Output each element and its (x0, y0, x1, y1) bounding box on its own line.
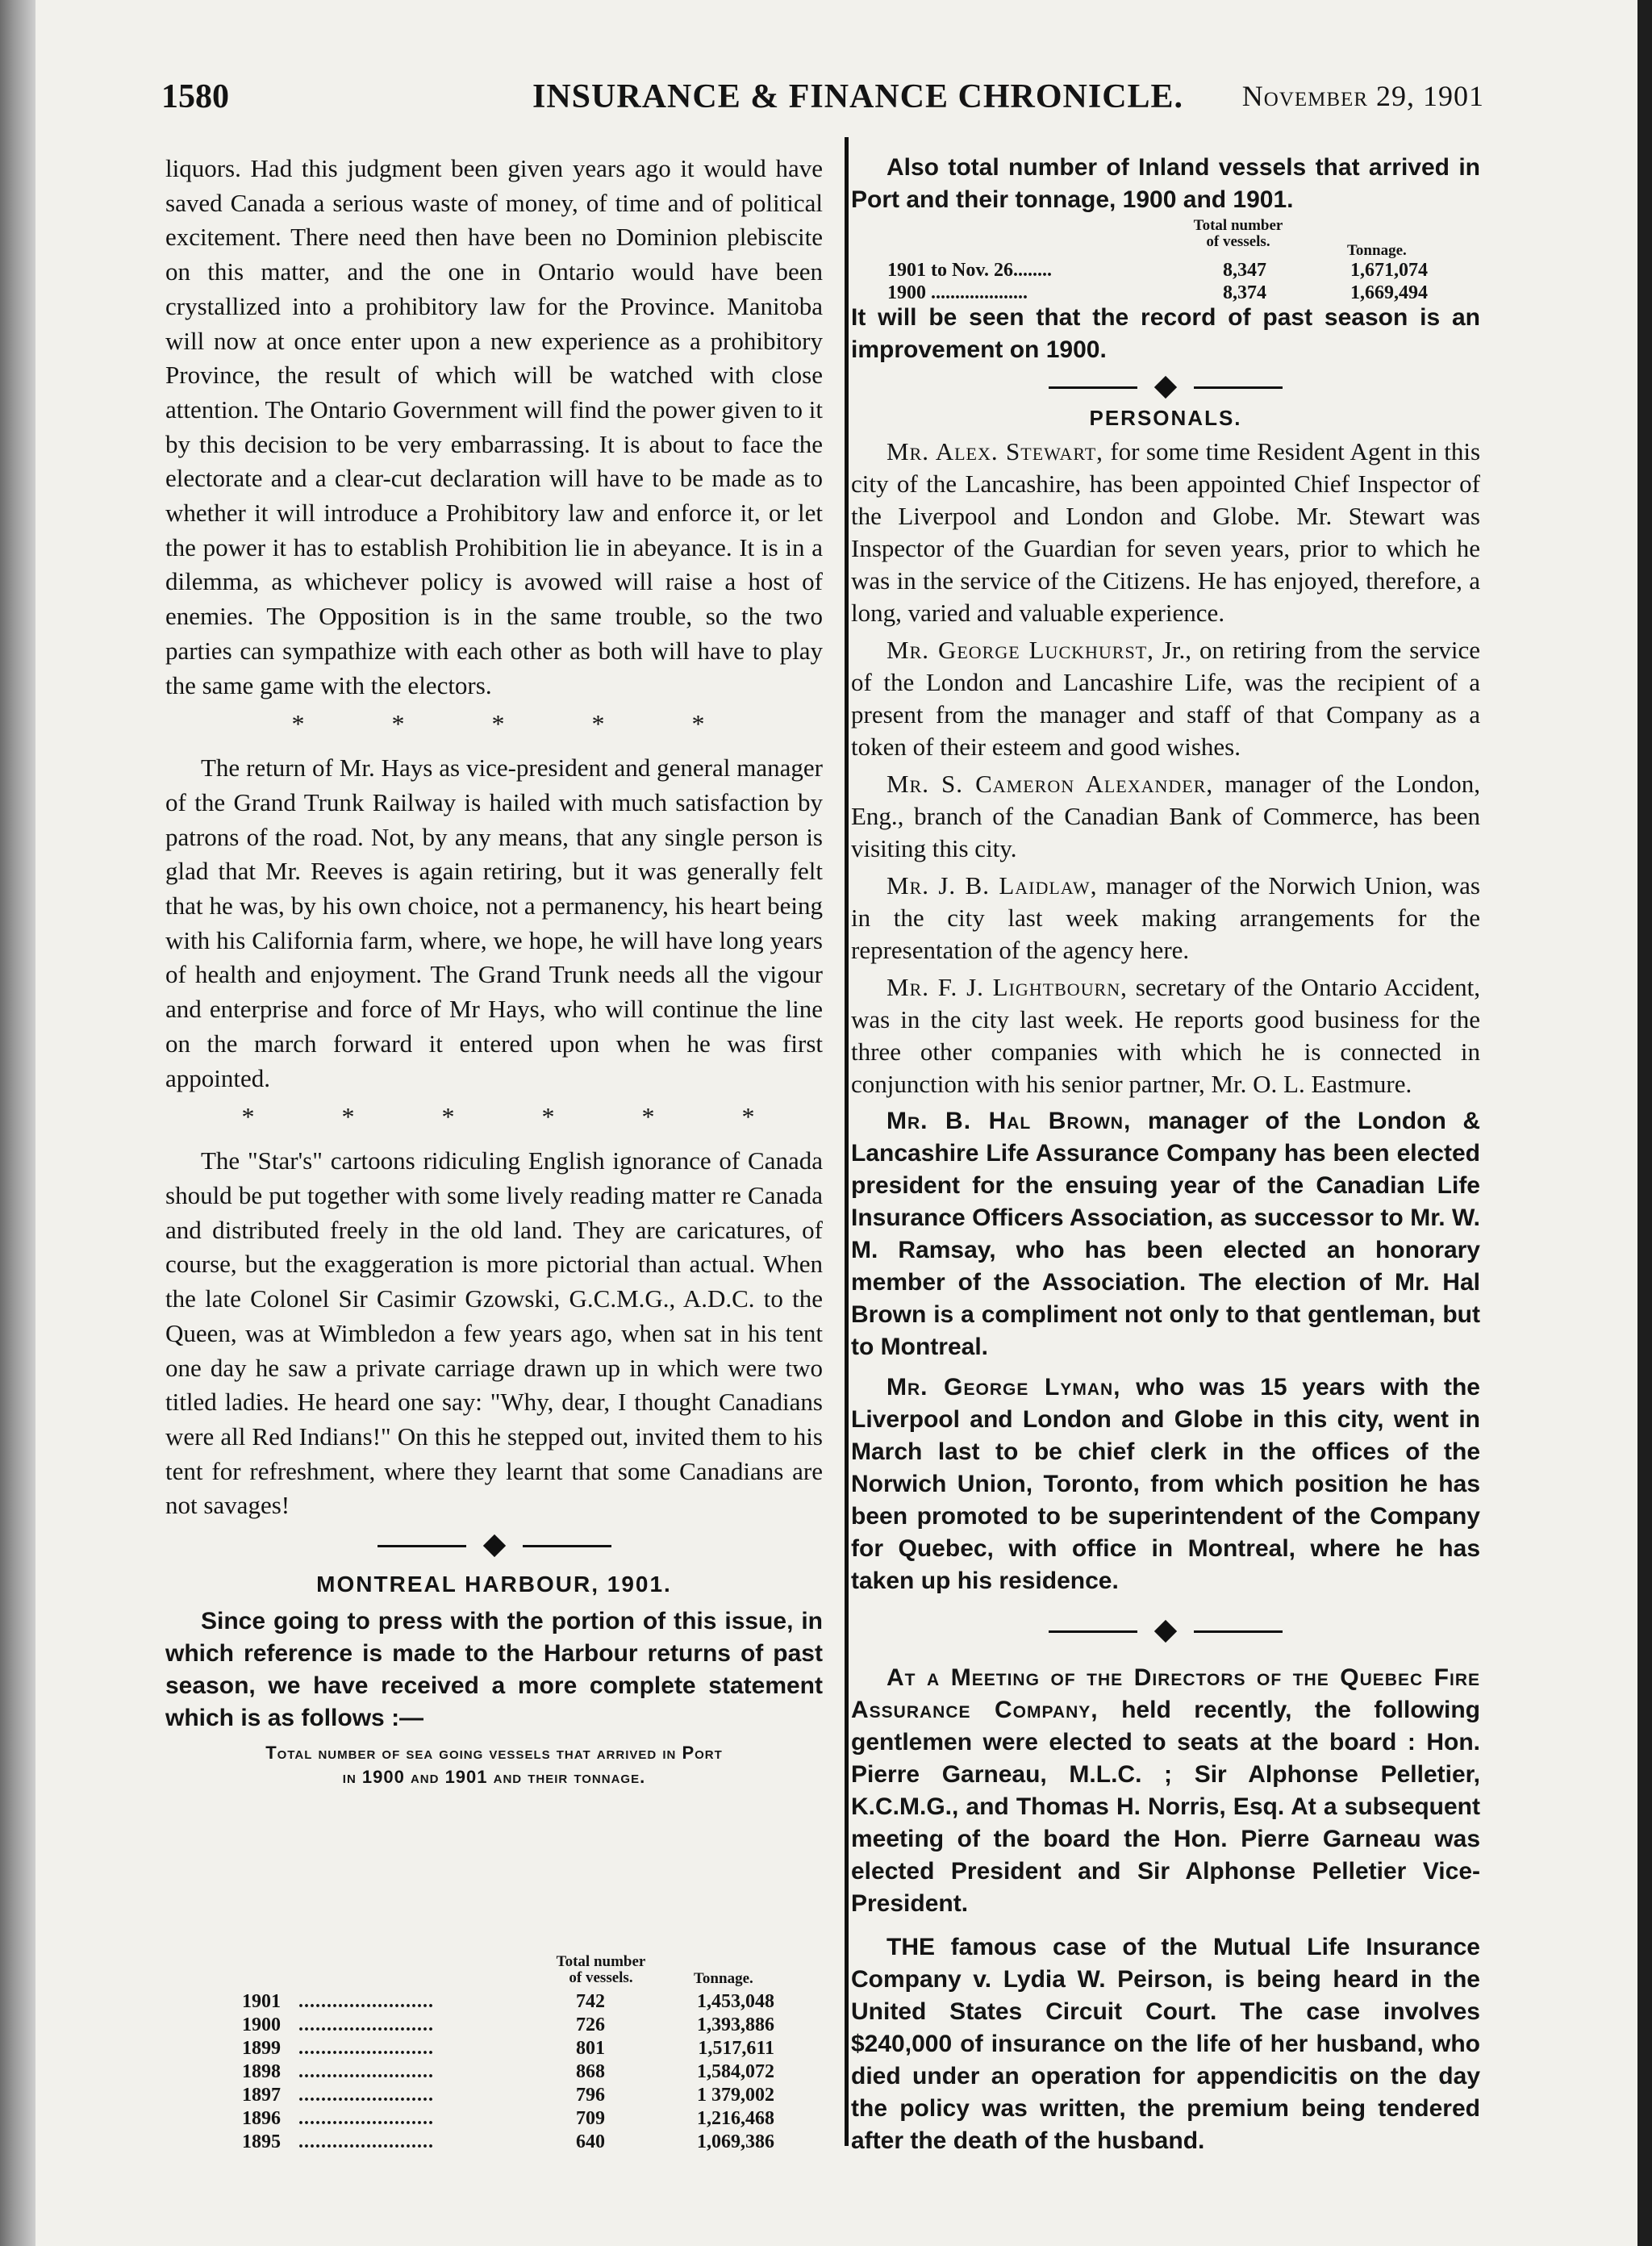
row-year: 1898 (242, 2061, 281, 2082)
quebec-fire-item (851, 1662, 1480, 1920)
grand-trunk-paragraph: The return of Mr. Hays as vice-president and general manager of the Grand Trunk Railway is hailed with much satisfaction by patrons of the road. Not, by any means, that any single person is glad that Mr. Reeves is again retiring, but it was generally felt that he was, by his own choice, not a permanency, his heart being with his California farm, where, we hope, he will have long years of health and enjoyment. The Grand Trunk needs all the vigour and enterprise and force of Mr Hays, who will continue the line on the march forward it entered upon when he was first appointed. (165, 754, 823, 1092)
person-name: Mr. George Lyman, (886, 1374, 1121, 1401)
personal-text: for some time Resident Agent in this city of the Lancashire, has been appointed Chief Inspector of the Liverpool and London and Globe. Mr. Stewart was Inspector of the Guardian for seven years, prior to which he was in the service of the Citizens. He has enjoyed, therefore, a long, varied and valuable experience. (851, 437, 1481, 627)
col-header-vessels (536, 1954, 665, 1986)
personal-item (851, 436, 1480, 629)
leader-dots: ........................ (298, 2085, 434, 2106)
col-header-vessels-1: Total number (556, 1953, 646, 1970)
journal-title: INSURANCE & FINANCE CHRONICLE. (532, 78, 1184, 115)
prohibition-paragraph: liquors. Had this judgment been given years ago it would have saved Canada a serious waste of money, of time and of political excitement. There need then have been no Dominion plebiscite on this matter, and the one in Ontario would have been crystallized into a prohibitory law for the Province. Manitoba will now at once enter upon a new experience as a prohibitory Province, the result of which will be watched with close attention. The Ontario Government will find the power given to it by this decision to be very embarrassing. It is about to face the electorate and a clear-cut declaration will have to be made as to whether it will introduce a Prohibitory law and enforce it, or let the power it has to establish Prohibition lie in abeyance. It is in a dilemma, as whichever policy is avowed will raise a host of enemies. The Opposition is in the same trouble, so the two parties can sympathize with each other as both will have to play the same game with the electors. (165, 154, 823, 699)
row-tonnage: 1,584,072 (697, 2061, 774, 2082)
row-year: 1900 .................... (887, 282, 1028, 303)
row-tonnage: 1,669,494 (1350, 282, 1428, 303)
personal-text: manager of the London, Eng., branch of the Canadian Bank of Commerce, has been visiting this city. (851, 770, 1480, 862)
person-name: Mr. F. J. Lightbourn, (886, 973, 1128, 1001)
ornamental-divider (1049, 371, 1283, 403)
row-year: 1897 (242, 2085, 281, 2106)
personal-text: Jr., on retiring from the service of the London and Lancashire Life, was the recipient of a present from the manager and staff of that Company as a token of their esteem and good wishes. (851, 636, 1480, 761)
leader-dots: ........................ (298, 1991, 434, 2012)
row-vessels: 726 (576, 2014, 605, 2035)
person-name: Mr. Alex. Stewart, (886, 437, 1103, 465)
row-tonnage: 1,453,048 (697, 1991, 774, 2012)
personals-headline: PERSONALS. (1089, 406, 1242, 430)
personal-text: secretary of the Ontario Accident, was in the city last week. He reports good business for the three other companies with which he is connected in conjunction with his senior partner, Mr. O. L. Eastmure. (851, 973, 1481, 1098)
col-header-tonnage: Tonnage. (694, 1970, 753, 1987)
ornamental-divider (378, 1530, 611, 1562)
row-vessels: 742 (576, 1991, 605, 2012)
page-edge (1637, 0, 1652, 2246)
leader-dots: ........................ (298, 2131, 434, 2152)
col-header-vessels-2: of vessels. (1206, 233, 1270, 250)
harbour-headline: MONTREAL HARBOUR, 1901. (316, 1572, 672, 1597)
row-vessels: 796 (576, 2085, 605, 2106)
sea-table-caption-line1: Total number of sea going vessels that arrived in Port (265, 1743, 723, 1764)
personal-text: manager of the Norwich Union, was in the city last week making arrangements for the representation of the agency here. (851, 871, 1480, 964)
personal-item (851, 768, 1480, 865)
row-year: 1901 (242, 1991, 281, 2012)
col-header-vessels-1: Total number (1193, 217, 1283, 234)
row-tonnage: 1,069,386 (697, 2131, 774, 2152)
row-year: 1901 to Nov. 26........ (887, 260, 1052, 281)
col-header-vessels (1174, 218, 1303, 250)
leader-dots: ........................ (298, 2061, 434, 2082)
row-vessels: 640 (576, 2131, 605, 2152)
row-year: 1896 (242, 2108, 281, 2129)
personal-text: manager of the London & Lancashire Life Assurance Company has been elected president for the ensuing year of the Canadian Life Insurance Officers Association, as successor to Mr. W. M. Ramsay, who has been elected an honorary member of the Association. The election of Mr. Hal Brown is a compliment not only to that gentleman, but to Montreal. (851, 1108, 1480, 1360)
inland-conclusion: It will be seen that the record of past season is an improvement on 1900. (851, 304, 1480, 363)
quebec-fire-lead: At a Meeting of the Directors of the Quebec Fire Assurance Company, (851, 1664, 1480, 1723)
harbour-intro: Since going to press with the portion of this issue, in which reference is made to the Harbour returns of past season, we have received a more complete statement which is as follows :— (165, 1608, 823, 1732)
left-column (165, 152, 823, 1789)
person-name: Mr. B. Hal Brown, (886, 1108, 1132, 1134)
mutual-life-item: THE famous case of the Mutual Life Insurance Company v. Lydia W. Peirson, is being heard in the United States Circuit Court. The case involves $240,000 of insurance on the life of her husband, who died under an operation for appendicitis on the day the policy was written, the premium being tendered after the death of the husband. (851, 1934, 1480, 2154)
right-column (851, 152, 1480, 2157)
row-vessels: 801 (576, 2038, 605, 2059)
row-tonnage: 1 379,002 (697, 2085, 774, 2106)
section-stars: * * * * * (291, 709, 745, 739)
quebec-fire-text: held recently, the following gentlemen were elected to seats at the board : Hon. Pierre Garneau, M.L.C. ; Sir Alphonse Pelletier, K.C.M.G., and Thomas H. Norris, Esq. At a subsequent meeting of the board the Hon. Pierre Garneau was elected President and Sir Alphonse Pelletier Vice-President. (851, 1697, 1480, 1917)
row-tonnage: 1,216,468 (697, 2108, 774, 2129)
personal-item (851, 971, 1480, 1100)
leader-dots: ........................ (298, 2108, 434, 2129)
running-header (161, 77, 1484, 126)
personal-item (851, 1371, 1480, 1597)
star-cartoons-paragraph: The "Star's" cartoons ridiculing English ignorance of Canada should be put together with some lively reading matter re Canada and distributed freely in the old land. They are caricatures, of course, but the exaggeration is more pictorial than actual. When the late Colonel Sir Casimir Gzowski, G.C.M.G., A.D.C. to the Queen, was at Wimbledon a few years ago, when sat in his tent one day he saw a private carriage drawn up in which were two titled ladies. He heard one say: "Why, dear, I thought Canadians were all Red Indians!" On this he stepped out, invited them to his tent for refreshment, where they learnt that some Canadians are not savages! (165, 1146, 823, 1520)
person-name: Mr. S. Cameron Alexander, (886, 770, 1214, 798)
sea-table-caption (165, 1741, 823, 1789)
row-vessels: 8,374 (1223, 282, 1266, 303)
ornamental-divider (1049, 1615, 1283, 1647)
row-tonnage: 1,671,074 (1350, 260, 1428, 281)
column-rule (845, 137, 849, 2146)
col-header-tonnage: Tonnage. (1347, 242, 1407, 259)
page-number: 1580 (161, 78, 229, 115)
leader-dots: ........................ (298, 2038, 434, 2059)
personal-text: who was 15 years with the Liverpool and London and Globe in this city, went in March last to be chief clerk in the offices of the Norwich Union, Toronto, from which position he has been promoted to be superintendent of the Company for Quebec, with office in Montreal, where he has taken up his residence. (851, 1374, 1480, 1594)
binding-gutter (0, 0, 35, 2246)
personal-item (851, 870, 1480, 966)
personal-item (851, 1105, 1480, 1363)
section-stars: * * * * * * (241, 1102, 795, 1132)
row-vessels: 8,347 (1223, 260, 1266, 281)
leader-dots: ........................ (298, 2014, 434, 2035)
person-name: Mr. George Luckhurst, (886, 636, 1154, 664)
inland-vessels-table (851, 217, 1464, 303)
row-tonnage: 1,393,886 (697, 2014, 774, 2035)
row-year: 1895 (242, 2131, 281, 2152)
personal-item (851, 634, 1480, 763)
inland-intro: Also total number of Inland vessels that arrived in Port and their tonnage, 1900 and 1901. (851, 154, 1480, 213)
sea-table-caption-line2: in 1900 and 1901 and their tonnage. (342, 1767, 646, 1788)
issue-date: November 29, 1901 (1241, 80, 1484, 112)
row-vessels: 868 (576, 2061, 605, 2082)
bleed-through (165, 1968, 169, 1987)
row-year: 1900 (242, 2014, 281, 2035)
sea-vessels-table (242, 1954, 807, 2156)
col-header-vessels-2: of vessels. (569, 1969, 633, 1986)
row-year: 1899 (242, 2038, 281, 2059)
row-vessels: 709 (576, 2108, 605, 2129)
person-name: Mr. J. B. Laidlaw, (886, 871, 1098, 900)
row-tonnage: 1,517,611 (698, 2038, 774, 2059)
